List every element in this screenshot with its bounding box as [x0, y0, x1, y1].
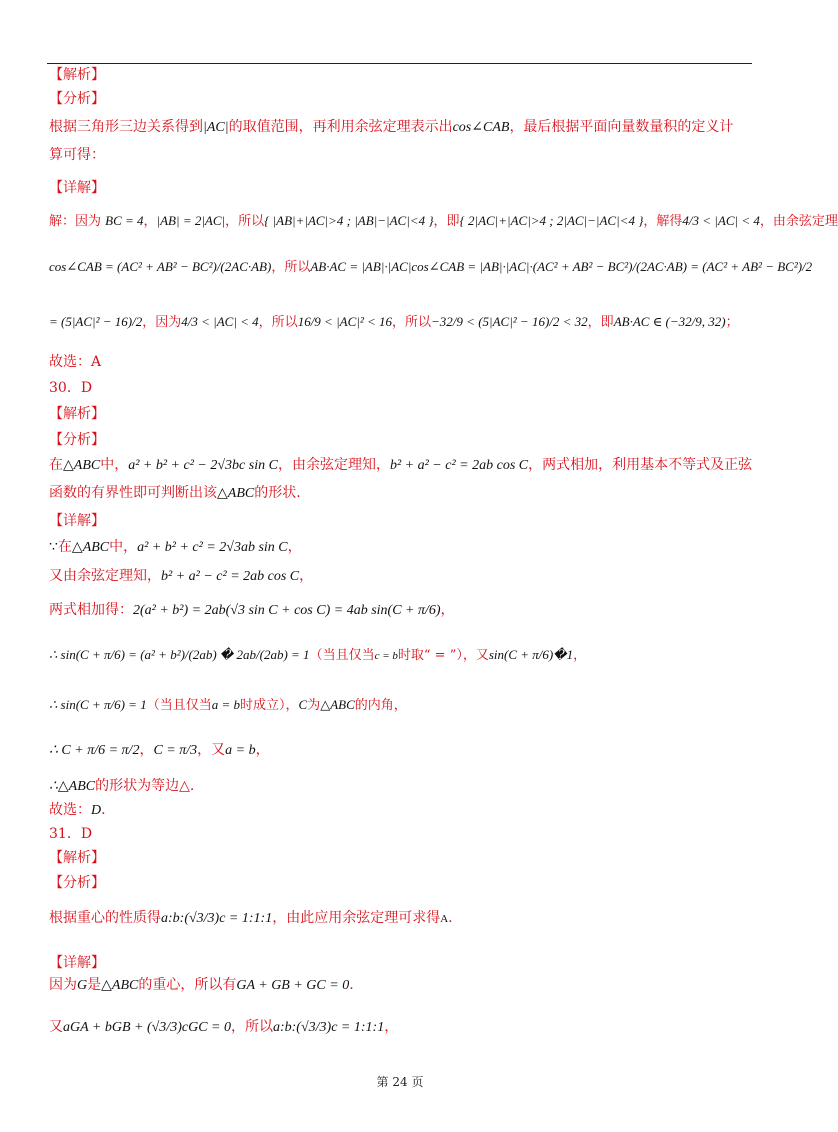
math-expression: { 2|AC|+|AC|>4 ; 2|AC|−|AC|<4 } [459, 213, 644, 228]
text-line [49, 800, 106, 821]
math-expression: 4/3 < |AC| < 4 [181, 314, 259, 329]
text-line [49, 1017, 398, 1038]
math-expression: ∴ sin(C + π/6) = 1 [49, 697, 147, 712]
text-run: ， [299, 568, 314, 584]
text-line [49, 645, 586, 666]
text-run: 30．D [49, 380, 93, 396]
text-run: 的重心，所以有 [138, 977, 237, 993]
math-expression: △ABC [217, 486, 255, 501]
text-line [49, 257, 812, 278]
text-run: 两式相加得： [49, 602, 133, 618]
text-line [49, 873, 105, 893]
math-expression: c = b [374, 650, 398, 662]
text-run: ， [573, 648, 587, 663]
text-run: 中， [109, 539, 138, 555]
text-run: 时成立）， [240, 698, 299, 713]
text-run: 【分析】 [49, 432, 105, 448]
text-line [49, 312, 739, 333]
math-expression: D [91, 803, 102, 818]
text-line [49, 378, 92, 398]
text-run: ，最后根据平面向量数量积的定义计 [509, 119, 734, 135]
text-line [49, 430, 105, 450]
text-line [49, 776, 194, 797]
text-line [49, 695, 407, 716]
text-run: ，两式相加，利用基本不等式及正弦 [528, 457, 753, 473]
text-run: ，所以 [392, 315, 432, 330]
math-expression: △ABC [71, 540, 110, 555]
math-expression: △ABC [63, 458, 101, 473]
text-run: 解：因为 [49, 214, 106, 229]
math-expression: a:b:(√3/3)c = 1:1:1 [161, 911, 273, 926]
math-expression: aGA + bGB + (√3/3)cGC = 0 [63, 1020, 231, 1035]
math-expression: 2(a² + b²) = 2ab(√3 sin C + cos C) = 4ab sin(C + π/6) [133, 603, 441, 618]
math-expression: a² + b² + c² = 2√3ab sin C [137, 540, 288, 555]
math-expression: { |AB|+|AC|>4 ; |AB|−|AC|<4 } [264, 213, 434, 228]
text-line [49, 740, 270, 761]
text-line [49, 824, 92, 844]
text-run: 时取“ = ”），又 [397, 648, 489, 663]
text-line [49, 848, 105, 868]
text-run: ，因为 [142, 315, 182, 330]
text-run: 【详解】 [49, 955, 105, 971]
math-expression: AB·AC = |AB|·|AC|cos∠CAB = |AB|·|AC|·(AC² + AB² − BC²)/(2AC·AB) = (AC² + AB² − BC²)/2 [310, 259, 813, 274]
text-run: 【分析】 [49, 91, 105, 107]
text-run: . [448, 910, 453, 926]
text-run: ，即 [587, 315, 614, 330]
text-run: 为 [307, 698, 321, 713]
text-run: 的形状为等边△. [95, 778, 195, 794]
text-run: ，解得 [643, 214, 683, 229]
text-run: . [101, 802, 106, 818]
text-run: ， [440, 602, 455, 618]
text-run: 算可得： [49, 147, 105, 163]
math-expression: ∴△ABC [49, 779, 96, 794]
text-line [49, 145, 105, 165]
text-run: ，由余弦定理 [759, 214, 838, 229]
math-expression: C = π/3 [153, 743, 198, 758]
text-run: ，由此应用余弦定理可求得 [272, 910, 441, 926]
math-expression: cos∠CAB [452, 120, 510, 135]
text-run: ，所以 [258, 315, 298, 330]
text-run: ，又 [197, 742, 226, 758]
text-run: 的形状. [254, 485, 301, 501]
text-run: 在 [49, 457, 63, 473]
math-expression: sin(C + π/6)�1 [488, 647, 574, 662]
text-run: 【详解】 [49, 180, 105, 196]
text-line [49, 404, 105, 424]
text-run: . [349, 977, 354, 993]
text-run: 31．D [49, 826, 93, 842]
math-expression: 4/3 < |AC| < 4 [682, 213, 760, 228]
text-line [49, 566, 313, 587]
math-expression: ∵ [49, 540, 58, 555]
text-run: 在 [57, 539, 72, 555]
text-run: ， [287, 539, 302, 555]
text-run: 的内角， [354, 698, 407, 713]
text-run: ， [143, 214, 157, 229]
math-expression: ∴ sin(C + π/6) = (a² + b²)/(2ab) � 2ab/(2ab) = 1 [49, 647, 310, 662]
math-expression: C [298, 697, 308, 712]
text-line [49, 600, 455, 621]
text-line [49, 511, 105, 531]
text-run: 的取值范围，再利用余弦定理表示出 [228, 119, 453, 135]
text-line [49, 455, 752, 476]
math-expression: = (5|AC|² − 16)/2 [49, 314, 143, 329]
math-expression: a:b:(√3/3)c = 1:1:1 [272, 1020, 385, 1035]
math-expression: G [77, 978, 88, 993]
text-run: ，即 [433, 214, 460, 229]
text-run: ，所以 [271, 260, 311, 275]
text-run: ， [384, 1019, 399, 1035]
text-run: 【解析】 [49, 850, 105, 866]
text-run: ； [725, 315, 739, 330]
text-run: 根据三角形三边关系得到 [49, 119, 203, 135]
text-line [49, 953, 105, 973]
math-expression: 16/9 < |AC|² < 16 [297, 314, 393, 329]
text-run: 是 [87, 977, 102, 993]
text-line [49, 975, 354, 996]
text-run: ，所以 [230, 1019, 273, 1035]
text-line [49, 178, 105, 198]
math-expression: |AC| [203, 120, 229, 135]
math-expression: △ABC [101, 978, 139, 993]
text-run: 根据重心的性质得 [49, 910, 161, 926]
text-line [49, 117, 733, 138]
text-run: 故选：A [49, 354, 102, 370]
text-run: 【分析】 [49, 875, 105, 891]
text-run: ， [139, 742, 154, 758]
math-expression: cos∠CAB = (AC² + AB² − BC²)/(2AC·AB) [49, 259, 272, 274]
text-run: 【解析】 [49, 406, 105, 422]
text-run: 函数的有界性即可判断出该 [49, 485, 217, 501]
text-run: 中， [100, 457, 129, 473]
text-line [49, 65, 105, 85]
text-line [49, 89, 105, 109]
text-run: 因为 [49, 977, 77, 993]
math-expression: b² + a² − c² = 2ab cos C [389, 458, 529, 473]
text-run: 【解析】 [49, 67, 105, 83]
math-expression: b² + a² − c² = 2ab cos C [161, 569, 300, 584]
text-line [49, 483, 301, 504]
header-rule [47, 63, 752, 64]
math-expression: AB·AC ∈ (−32/9, 32) [613, 314, 726, 329]
text-run: ， [255, 742, 270, 758]
text-line [49, 352, 101, 372]
math-expression: △ABC [320, 697, 355, 712]
text-run: （当且仅当 [309, 648, 375, 663]
math-expression: |AB| = 2|AC| [156, 213, 226, 228]
text-line [49, 908, 453, 929]
page-number: 第 24 页 [376, 1075, 424, 1089]
text-run: （当且仅当 [146, 698, 212, 713]
math-expression: A [440, 913, 449, 925]
text-run: 故选： [49, 802, 91, 818]
text-run: 又由余弦定理知， [49, 568, 161, 584]
text-line [49, 537, 302, 558]
math-expression: GA + GB + GC = 0 [236, 978, 350, 993]
math-expression: BC = 4 [105, 213, 144, 228]
math-expression: a = b [225, 743, 256, 758]
text-run: ，所以 [225, 214, 265, 229]
math-expression: a² + b² + c² − 2√3bc sin C [128, 458, 278, 473]
math-expression: ∴ C + π/6 = π/2 [49, 743, 140, 758]
text-run: 又 [49, 1019, 63, 1035]
text-line [49, 211, 838, 232]
text-run: 【详解】 [49, 513, 105, 529]
math-expression: a = b [211, 697, 240, 712]
math-expression: −32/9 < (5|AC|² − 16)/2 < 32 [431, 314, 588, 329]
text-run: ，由余弦定理知， [277, 457, 390, 473]
